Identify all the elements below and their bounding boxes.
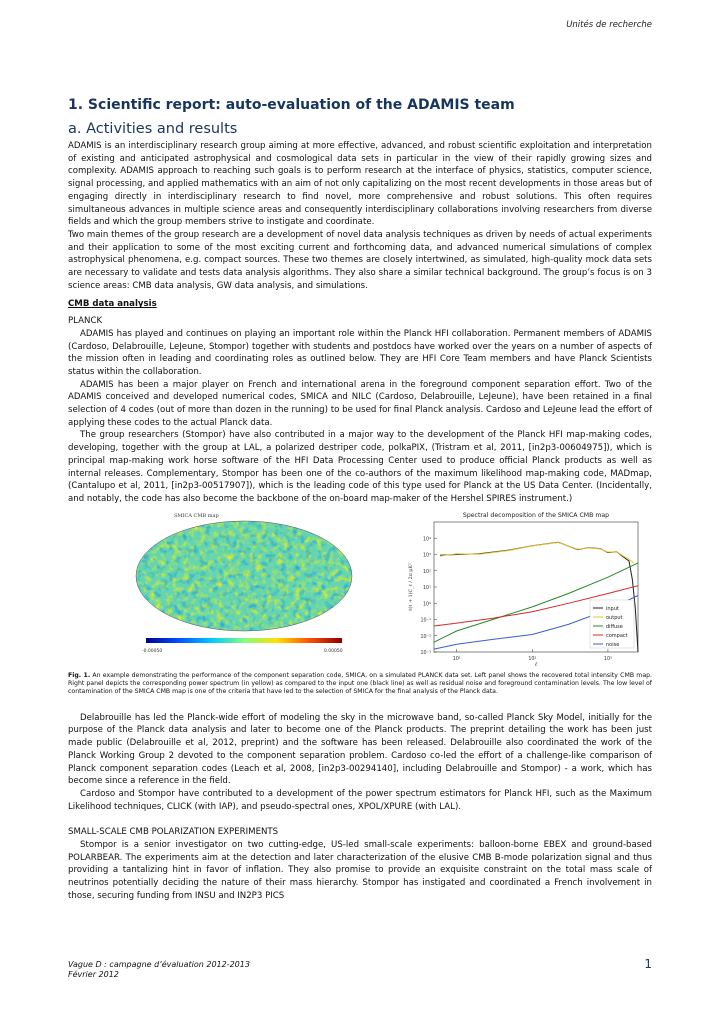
subsection-title: a. Activities and results	[68, 121, 238, 137]
y-tick-label: 10²	[422, 569, 431, 575]
y-tick-label: 10¹	[422, 585, 431, 591]
x-axis-label: ℓ	[534, 661, 538, 666]
colorbar-max: 0.00050	[324, 648, 343, 654]
y-tick-label: 10⁻³	[420, 650, 431, 656]
y-tick-label: 10⁻²	[420, 634, 431, 640]
figure-caption	[68, 672, 652, 696]
section-title: 1. Scientific report: auto-evaluation of the ADAMIS team	[68, 97, 515, 113]
power-spectrum-chart	[376, 508, 656, 666]
planck-paragraph: ADAMIS has been a major player on French and international arena in the foreground component separation effort. Two of the ADAMIS conceived and developed numerical codes, SMICA and NILC (Cardoso, Delabrouille, LeJeune), have been retained in a final selection of 4 codes (out of more than dozen in the running) to be used for final Planck analysis. Cardoso and LeJeune lead the effort of applying these codes to the actual Planck data.	[68, 379, 652, 428]
legend-label-noise: noise	[606, 641, 620, 648]
legend-label-output: output	[606, 614, 623, 621]
legend-label-diffuse: diffuse	[606, 623, 623, 630]
cmb-mollweide-map	[106, 510, 376, 645]
y-tick-label: 10⁴	[422, 536, 431, 542]
caption-label: Fig. 1.	[68, 671, 91, 679]
small-scale-paragraph: Stompor is a senior investigator on two cutting-edge, US-led small-scale experiments: balloon-borne EBEX and ground-based POLARBEAR. The experiments aim at the detection and later characterization of the elusive CMB B-mode polarization signal and thus providing a tantalizing hint in favor of inflation. They also promise to provide an exquisite constraint on the total mass scale of neutrinos potentially deciding the nature of their mass hierarchy. Stompor has instigated and coordinated a French involvement in those, securing funding from INSU and IN2P3 PICS	[68, 840, 652, 901]
planck-paragraph: The group researchers (Stompor) have also contributed in a major way to the development of the Planck HFI map-making codes, developing, together with the group at LAL, a polarized destriper code, polkaPIX, (Tristram et al, 2011, [in2p3-00604975]), which is principal map-making work horse software of the HFI Data Processing Center used to produce official Planck products as well as internal releases. Complementary, Stompor has been one of the co-authors of the maximum likelihood map-making code, MADmap, (Cantalupo et al, 2011, [in2p3-00517907]), which is the leading code of this type used for Planck at the US Data Center. (Incidentally, and notably, the code has also become the backbone of the on-board map-maker of the Hershel SPIRES instrument.)	[68, 430, 652, 504]
page-body	[68, 96, 652, 903]
map-title: SMICA CMB map	[174, 512, 219, 519]
small-scale-heading: SMALL-SCALE CMB POLARIZATION EXPERIMENTS	[68, 827, 279, 838]
intro-paragraph: ADAMIS is an interdisciplinary research group aiming at more effective, advanced, and robust scientific exploitation and interpretation of existing and anticipated astrophysical and cosmological data sets in particular in the view of their rapidly growing sizes and complexity. ADAMIS approach to reaching such goals is to perform research at the interface of physics, statistics, computer science, signal processing, and applied mathematics with an aim of not only capitalizing on the most recent developments in those areas but of engaging directly in interdisciplinary research to find novel, more comprehensive and robust solutions. This often requires simultaneous advances in multiple science areas and consequently interdisciplinary collaborations involving researchers from diverse fields and which the group members strive to instigate and coordinate.	[68, 141, 652, 228]
planck-label: PLANCK	[68, 316, 103, 327]
y-tick-label: 10⁰	[422, 601, 431, 607]
footer-date: Février 2012	[68, 970, 119, 979]
cmb-map-panel	[106, 510, 376, 660]
planck-paragraph: ADAMIS has played and continues on playing an important role within the Planck HFI collaboration. Permanent members of ADAMIS (Cardoso, Delabrouille, LeJeune, Stompor) together with students and postdocs have worked over the years on a number of aspects of the mission often in leading and coordinating roles as outlined below. They are HFI Core Team members and have Planck Scientists status within the collaboration.	[68, 328, 652, 377]
page-number: 1	[644, 957, 652, 971]
x-tick-label: 10²	[528, 656, 537, 662]
body-paragraph: Delabrouille has led the Planck-wide effort of modeling the sky in the microwave band, so-called Planck Sky Model, initially for the purpose of the Planck data analysis and later to become one of the Planck products. The preprint detailing the work has been just made public (Delabrouille et al, 2012, preprint) and the software has been released. Delabrouille also coordinated the work of the Planck Working Group 2 devoted to the component separation problem. Cardoso co-led the effort of a challenge-like comparison of Planck component separation codes (Leach et al, 2008, [in2p3-00294140], including Delabrouille and Stompor) - a work, which has become since a reference in the field.	[68, 712, 652, 787]
figure-1	[68, 508, 652, 666]
legend-label-input: input	[606, 605, 619, 612]
intro-paragraph: Two main themes of the group research are a development of novel data analysis techniques as driven by needs of actual experiments and their application to some of the most exciting current and forthcoming data, and advanced numerical simulations of complex astrophysical phenomena, e.g. compact sources. These two themes are closely intertwined, as simulated, high-quality mock data sets are necessary to validate and tests data analysis algorithms. They also share a similar technical background. The group’s focus is on 3 science areas: CMB data analysis, GW data analysis, and simulations.	[68, 229, 652, 291]
colorbar-min: -0.00050	[142, 648, 163, 654]
legend-label-compact: compact	[606, 632, 628, 639]
caption-text: An example demonstrating the performance of the component separation code, SMICA, on a simulated PLANCK data set. Left panel shows the recovered total intensity CMB map. Right panel depicts the corresponding power spectrum (in yellow) as compared to the input one (black line) as well as residual noise and foreground contamination levels. The low level of contamination of the SMICA CMB map is one of the criteria that have led to the selection of SMICA for the final analysis of the Planck data.	[68, 671, 653, 695]
spectrum-panel	[376, 508, 656, 666]
chart-title: Spectral decomposition of the SMICA CMB map	[462, 511, 610, 519]
y-tick-label: 10⁻¹	[420, 618, 431, 624]
footer	[68, 960, 250, 980]
x-tick-label: 10¹	[452, 656, 461, 662]
footer-campaign: Vague D : campagne d’évaluation 2012-2013	[68, 960, 250, 969]
cmb-heading: CMB data analysis	[68, 299, 157, 310]
body-paragraph: Cardoso and Stompor have contributed to a development of the power spectrum estimators for Planck HFI, such as the Maximum Likelihood techniques, CLICK (with IAP), and pseudo-spectral ones, XPOL/XPURE (with LAL).	[68, 788, 652, 812]
running-header: Unités de recherche	[566, 20, 652, 30]
y-tick-label: 10³	[422, 553, 431, 559]
y-axis-label: ℓ(ℓ + 1)C_ℓ / 2π μK²	[409, 562, 414, 611]
x-tick-label: 10³	[603, 656, 612, 662]
colorbar	[146, 638, 342, 643]
